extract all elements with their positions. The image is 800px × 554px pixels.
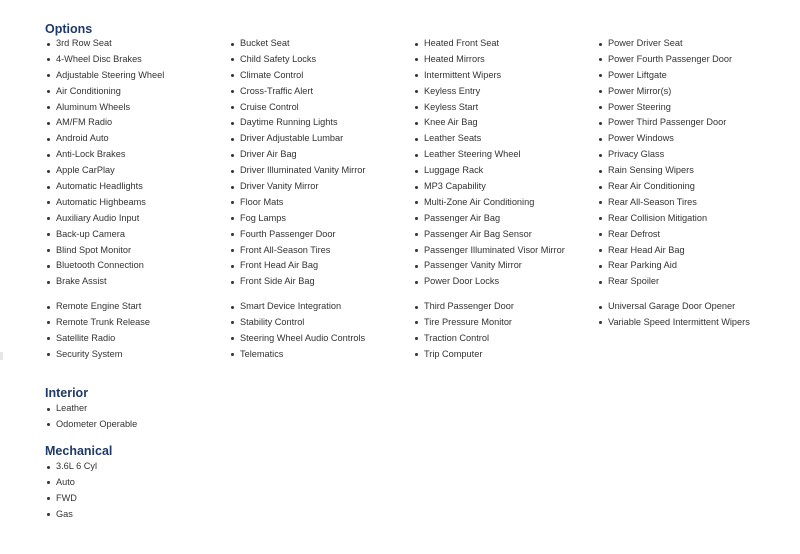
feature-list-item: Smart Device Integration <box>229 299 409 315</box>
options-list-col-4 <box>597 36 777 290</box>
feature-list-item: Gas <box>45 507 225 523</box>
options-heading: Options <box>45 22 93 36</box>
feature-list-item: Brake Assist <box>45 274 225 290</box>
feature-list-item: Driver Vanity Mirror <box>229 179 409 195</box>
feature-list-item: Bluetooth Connection <box>45 258 225 274</box>
options-list-col-2 <box>229 36 409 290</box>
feature-list-item: Adjustable Steering Wheel <box>45 68 225 84</box>
feature-list-item: Leather Steering Wheel <box>413 147 593 163</box>
feature-list-item: Passenger Air Bag Sensor <box>413 227 593 243</box>
feature-list-item: 3.6L 6 Cyl <box>45 459 225 475</box>
feature-list-item: Fourth Passenger Door <box>229 227 409 243</box>
options-list-col-4b <box>597 299 777 331</box>
feature-list-item: Security System <box>45 347 225 363</box>
feature-list-item: Third Passenger Door <box>413 299 593 315</box>
feature-list-item: Driver Air Bag <box>229 147 409 163</box>
feature-list-item: Fog Lamps <box>229 211 409 227</box>
feature-list-item: Tire Pressure Monitor <box>413 315 593 331</box>
feature-list-item: Trip Computer <box>413 347 593 363</box>
feature-list-item: Front Head Air Bag <box>229 258 409 274</box>
feature-list-item: Universal Garage Door Opener <box>597 299 777 315</box>
options-list-col-1 <box>45 36 225 290</box>
feature-list-item: Blind Spot Monitor <box>45 243 225 259</box>
mechanical-heading: Mechanical <box>45 444 113 458</box>
feature-list-item: Power Fourth Passenger Door <box>597 52 777 68</box>
feature-list-item: Air Conditioning <box>45 84 225 100</box>
feature-list-item: Satellite Radio <box>45 331 225 347</box>
feature-list-item: Power Third Passenger Door <box>597 115 777 131</box>
feature-list-item: Auto <box>45 475 225 491</box>
feature-list-item: MP3 Capability <box>413 179 593 195</box>
feature-list-item: Leather <box>45 401 225 417</box>
feature-list-item: Cross-Traffic Alert <box>229 84 409 100</box>
feature-list-item: Intermittent Wipers <box>413 68 593 84</box>
feature-list-item: Rear Parking Aid <box>597 258 777 274</box>
feature-list-item: Passenger Illuminated Visor Mirror <box>413 243 593 259</box>
feature-list-item: Driver Illuminated Vanity Mirror <box>229 163 409 179</box>
feature-list-item: Rear Air Conditioning <box>597 179 777 195</box>
feature-list-item: Aluminum Wheels <box>45 100 225 116</box>
feature-list-item: Cruise Control <box>229 100 409 116</box>
feature-list-item: Knee Air Bag <box>413 115 593 131</box>
mechanical-list <box>45 459 225 523</box>
left-edge-divider <box>0 352 3 360</box>
interior-heading: Interior <box>45 386 89 400</box>
feature-list-item: Power Door Locks <box>413 274 593 290</box>
feature-list-item: Bucket Seat <box>229 36 409 52</box>
feature-list-item: Apple CarPlay <box>45 163 225 179</box>
feature-list-item: Luggage Rack <box>413 163 593 179</box>
feature-list-item: Passenger Air Bag <box>413 211 593 227</box>
feature-list-item: Power Liftgate <box>597 68 777 84</box>
feature-list-item: Keyless Entry <box>413 84 593 100</box>
options-list-col-1b <box>45 299 225 363</box>
feature-list-item: Telematics <box>229 347 409 363</box>
feature-list-item: Anti-Lock Brakes <box>45 147 225 163</box>
feature-list-item: Climate Control <box>229 68 409 84</box>
feature-list-item: Driver Adjustable Lumbar <box>229 131 409 147</box>
feature-list-item: Back-up Camera <box>45 227 225 243</box>
feature-list-item: Front All-Season Tires <box>229 243 409 259</box>
feature-list-item: Stability Control <box>229 315 409 331</box>
options-list-col-3 <box>413 36 593 290</box>
feature-list-item: Daytime Running Lights <box>229 115 409 131</box>
feature-list-item: Rear Head Air Bag <box>597 243 777 259</box>
feature-list-item: Rear All-Season Tires <box>597 195 777 211</box>
options-list-col-3b <box>413 299 593 363</box>
feature-list-item: Multi-Zone Air Conditioning <box>413 195 593 211</box>
feature-list-item: Heated Mirrors <box>413 52 593 68</box>
feature-list-item: Variable Speed Intermittent Wipers <box>597 315 777 331</box>
feature-list-item: Auxiliary Audio Input <box>45 211 225 227</box>
feature-list-item: Passenger Vanity Mirror <box>413 258 593 274</box>
feature-list-item: Automatic Highbeams <box>45 195 225 211</box>
feature-list-item: Floor Mats <box>229 195 409 211</box>
feature-list-item: Android Auto <box>45 131 225 147</box>
feature-list-item: Traction Control <box>413 331 593 347</box>
feature-list-item: Odometer Operable <box>45 417 225 433</box>
feature-list-item: Front Side Air Bag <box>229 274 409 290</box>
feature-list-item: Rear Spoiler <box>597 274 777 290</box>
feature-list-item: FWD <box>45 491 225 507</box>
feature-list-item: Rain Sensing Wipers <box>597 163 777 179</box>
interior-list <box>45 401 225 433</box>
feature-list-item: Privacy Glass <box>597 147 777 163</box>
feature-list-item: Heated Front Seat <box>413 36 593 52</box>
feature-list-item: Child Safety Locks <box>229 52 409 68</box>
feature-list-item: Keyless Start <box>413 100 593 116</box>
feature-list-item: Rear Collision Mitigation <box>597 211 777 227</box>
feature-list-item: Power Mirror(s) <box>597 84 777 100</box>
feature-list-item: Rear Defrost <box>597 227 777 243</box>
options-list-col-2b <box>229 299 409 363</box>
feature-list-item: Steering Wheel Audio Controls <box>229 331 409 347</box>
feature-list-item: Power Driver Seat <box>597 36 777 52</box>
feature-list-item: Remote Engine Start <box>45 299 225 315</box>
feature-list-item: AM/FM Radio <box>45 115 225 131</box>
feature-list-item: Power Windows <box>597 131 777 147</box>
feature-list-item: 3rd Row Seat <box>45 36 225 52</box>
feature-list-item: Automatic Headlights <box>45 179 225 195</box>
feature-list-item: Remote Trunk Release <box>45 315 225 331</box>
feature-list-item: 4-Wheel Disc Brakes <box>45 52 225 68</box>
feature-list-item: Power Steering <box>597 100 777 116</box>
feature-list-item: Leather Seats <box>413 131 593 147</box>
